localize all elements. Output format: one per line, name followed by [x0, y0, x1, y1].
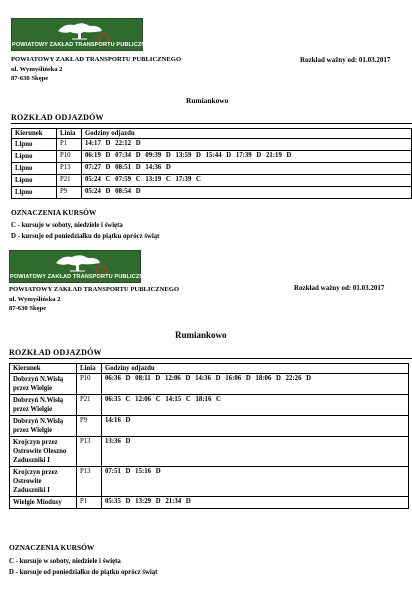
column-header-direction: Kierunek [10, 364, 77, 374]
table-row [12, 187, 412, 199]
times-cell: 13:36 D [102, 437, 409, 467]
table-row [12, 139, 412, 151]
section-title: ROZKŁAD ODJAZDÓW [9, 348, 102, 357]
valid-from: Rozkład ważny od: 01.03.2017 [300, 56, 391, 64]
section-divider [11, 123, 412, 124]
organization-info [11, 55, 181, 84]
timetable [9, 363, 409, 509]
table-row [10, 497, 409, 509]
column-header-line: Linia [57, 129, 82, 139]
table-row [12, 151, 412, 163]
legend-item-c: C - kursuje w soboty, niedziele i święta [11, 222, 123, 229]
times-cell: 07:51 D 15:16 D [102, 467, 409, 497]
direction-cell: Krojczyn przez Ostrowite Zaduszniki I [10, 467, 77, 497]
logo-text: POWIATOWY ZAKŁAD TRANSPORTU PUBLICZNEGO [12, 42, 159, 48]
legend-item-c: C - kursuje w soboty, niedziele i święta [9, 558, 121, 565]
organization-street: ul. Wymyślińska 2 [9, 295, 61, 303]
stop-name: Rumiankowo [175, 330, 227, 340]
line-cell: P10 [57, 151, 82, 163]
direction-cell: Lipno [12, 163, 57, 175]
stop-name: Rumiankowo [186, 96, 229, 105]
line-cell: P21 [57, 175, 82, 187]
column-header-times: Godziny odjazdu [82, 129, 412, 139]
times-cell: 05:35 D 13:29 D 21:34 D [102, 497, 409, 509]
company-logo [9, 250, 157, 283]
logo-text: POWIATOWY ZAKŁAD TRANSPORTU PUBLICZNEGO [10, 274, 157, 280]
legend-item-d: D - kursuje od poniedziałku do piątku oprócz świąt [9, 569, 158, 576]
valid-from: Rozkład ważny od: 01.03.2017 [294, 284, 385, 292]
times-cell: 06:35 C 12:06 C 14:15 C 18:16 C [102, 395, 409, 416]
direction-cell: Lipno [12, 139, 57, 151]
section-divider [9, 358, 412, 359]
line-cell: P13 [77, 467, 102, 497]
line-cell: P1 [57, 139, 82, 151]
column-header-direction: Kierunek [12, 129, 57, 139]
legend-title: OZNACZENIA KURSÓW [11, 208, 97, 217]
table-row [12, 163, 412, 175]
organization-name: POWIATOWY ZAKŁAD TRANSPORTU PUBLICZNEGO [11, 56, 182, 63]
company-logo [11, 18, 159, 51]
column-header-times: Godziny odjazdu [102, 364, 409, 374]
times-cell: 14:17 D 22:12 D [82, 139, 412, 151]
organization-name: POWIATOWY ZAKŁAD TRANSPORTU PUBLICZNEGO [9, 286, 180, 293]
direction-cell: Lipno [12, 187, 57, 199]
direction-cell: Dobrzyń N.Wisłą przez Wielgie [10, 395, 77, 416]
legend [11, 220, 159, 242]
section-title: ROZKŁAD ODJAZDÓW [11, 113, 104, 122]
times-cell: 06:36 D 08:11 D 12:06 D 14:36 D 16:06 D 18:06 D 22:26 D [102, 374, 409, 395]
organization-street: ul. Wymyślińska 2 [11, 65, 63, 73]
line-cell: P13 [77, 437, 102, 467]
table-header-row [12, 129, 412, 139]
times-cell: 07:27 D 08:51 D 14:36 D [82, 163, 412, 175]
times-cell: 05:24 C 07:59 C 13:19 C 17:39 C [82, 175, 412, 187]
direction-cell: Lipno [12, 175, 57, 187]
table-row [10, 437, 409, 467]
direction-cell: Dobrzyń N.Wisłą przez Wielgie [10, 374, 77, 395]
legend-title: OZNACZENIA KURSÓW [9, 543, 95, 552]
line-cell: P21 [77, 395, 102, 416]
line-cell: P10 [77, 374, 102, 395]
direction-cell: Wielgie Miodusy [10, 497, 77, 509]
direction-cell: Krojczyn przez Ostrowite Oleszno Zaduszniki I [10, 437, 77, 467]
line-cell: P9 [57, 187, 82, 199]
table-header-row [10, 364, 409, 374]
direction-cell: Dobrzyń N.Wisłą przez Wielgie [10, 416, 77, 437]
legend [9, 556, 157, 578]
table-row [10, 395, 409, 416]
direction-cell: Lipno [12, 151, 57, 163]
line-cell: P1 [77, 497, 102, 509]
table-row [10, 416, 409, 437]
legend-item-d: D - kursuje od poniedziałku do piątku oprócz świąt [11, 233, 160, 240]
organization-info [9, 285, 179, 314]
table-row [10, 374, 409, 395]
line-cell: P9 [77, 416, 102, 437]
timetable [11, 128, 412, 199]
times-cell: 05:24 D 08:54 D [82, 187, 412, 199]
table-row [12, 175, 412, 187]
organization-city: 87-630 Skępe [11, 75, 49, 82]
times-cell: 06:19 D 07:34 D 09:39 D 13:59 D 15:44 D 17:39 D 21:19 D [82, 151, 412, 163]
times-cell: 14:16 D [102, 416, 409, 437]
organization-city: 87-630 Skępe [9, 305, 47, 312]
line-cell: P13 [57, 163, 82, 175]
column-header-line: Linia [77, 364, 102, 374]
table-row [10, 467, 409, 497]
